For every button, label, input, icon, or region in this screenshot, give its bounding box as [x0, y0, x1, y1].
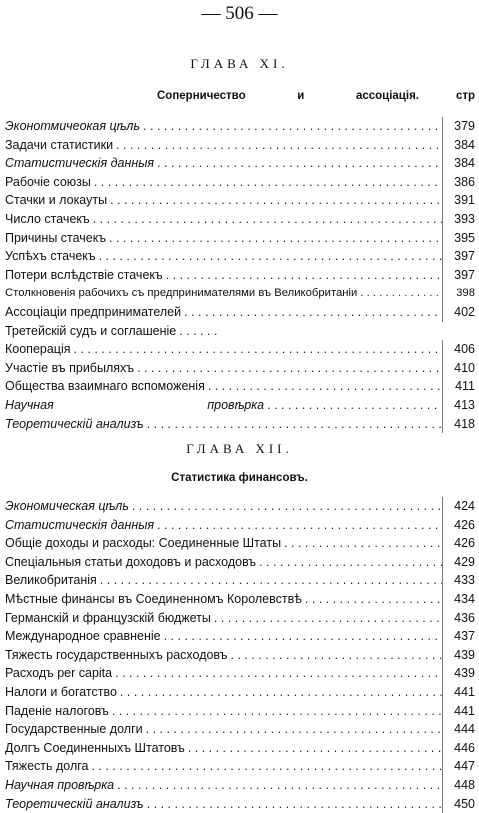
toc-entry: [5, 702, 475, 721]
toc-entry-page: 398: [442, 284, 475, 303]
toc-entry: [5, 322, 475, 341]
toc-entry: [5, 516, 475, 535]
toc-entry: [5, 229, 475, 248]
toc-entry: [5, 266, 475, 285]
toc-entry-title: Задачи статистики: [5, 136, 113, 155]
toc-entry-title: Долгъ Соединенныхъ Штатовъ: [5, 739, 185, 758]
dot-leader: [90, 210, 442, 229]
toc-entry-page: 436: [442, 609, 475, 628]
toc-entry: [5, 210, 475, 229]
toc-entry: [5, 757, 475, 776]
toc-entry-title: Число стачекъ: [5, 210, 90, 229]
toc-entry-page: 397: [442, 247, 475, 266]
toc-entry: [5, 191, 475, 210]
dot-leader: [106, 229, 442, 248]
toc-entry-title: Теоретическій анализъ: [5, 415, 144, 434]
toc-entry-page: 384: [442, 136, 475, 155]
dot-leader: [357, 284, 442, 303]
toc-entry-title: Международное сравненіе: [5, 627, 161, 646]
toc-entry-page: 391: [442, 191, 475, 210]
dot-leader: [227, 646, 442, 665]
toc-entry-title: Рабочіе союзы: [5, 173, 91, 192]
dot-leader: [176, 322, 218, 341]
toc-entry-page: 437: [442, 627, 475, 646]
toc-entry-page: 450: [442, 795, 475, 813]
dot-leader: [181, 303, 442, 322]
toc-entry: [5, 340, 475, 359]
toc-entry-page: 426: [442, 516, 475, 535]
section-title-part: и: [297, 90, 304, 102]
toc-entry: [5, 720, 475, 739]
toc-entry: [5, 247, 475, 266]
section-title-part: Статистика финансовъ.: [171, 472, 308, 484]
toc-entry-page: 418: [442, 415, 475, 434]
dot-leader: [144, 795, 442, 813]
dot-leader: [154, 154, 442, 173]
dot-leader: [91, 173, 442, 192]
page-number: — 506 —: [0, 3, 479, 25]
dot-leader: [134, 359, 442, 378]
toc-entry-title: Тяжесть долга: [5, 757, 88, 776]
dot-leader: [97, 571, 442, 590]
dot-leader: [107, 191, 442, 210]
toc-list: [5, 497, 475, 813]
toc-entry-title: Стачки и локауты: [5, 191, 107, 210]
dot-leader: [117, 683, 442, 702]
dot-leader: [205, 377, 442, 396]
toc-entry: [5, 795, 475, 813]
dot-leader: [185, 739, 442, 758]
dot-leader: [109, 702, 442, 721]
toc-entry-title: Третейскій судъ и соглашеніе: [5, 322, 176, 341]
toc-entry: [5, 154, 475, 173]
toc-entry-page: 439: [442, 664, 475, 683]
toc-entry-page: 424: [442, 497, 475, 516]
toc-entry-title: Общіе доходы и расходы: Соединенные Штаты: [5, 534, 281, 553]
dot-leader: [163, 266, 442, 285]
toc-entry-title: Государственные долги: [5, 720, 143, 739]
toc-entry: [5, 377, 475, 396]
toc-entry-title: Успѣхъ стачекъ: [5, 247, 96, 266]
toc-entry: [5, 590, 475, 609]
dot-leader: [113, 136, 442, 155]
dot-leader: [211, 609, 442, 628]
toc-entry: [5, 739, 475, 758]
toc-entry-title: Тяжесть государственныхъ расходовъ: [5, 646, 227, 665]
toc-entry-page: 379: [442, 117, 475, 136]
toc-entry: [5, 415, 475, 434]
dot-leader: [112, 664, 442, 683]
dot-leader: [88, 757, 442, 776]
toc-list: [5, 117, 475, 433]
toc-entry-page: 446: [442, 739, 475, 758]
toc-entry-title: Теоретическій анализъ: [5, 795, 144, 813]
toc-entry-title: Участіе въ прибыляхъ: [5, 359, 134, 378]
toc-entry-page: 402: [442, 303, 475, 322]
toc-entry-title: Статистическія данныя: [5, 154, 154, 173]
toc-entry-page: 441: [442, 702, 475, 721]
chapter-heading: ГЛАВА XII.: [0, 441, 479, 457]
toc-entry: [5, 284, 475, 303]
toc-entry: [5, 553, 475, 572]
toc-entry-page: 386: [442, 173, 475, 192]
toc-entry: [5, 609, 475, 628]
toc-entry-title: Общества взаимнаго вспоможенія: [5, 377, 205, 396]
dot-leader: [129, 497, 442, 516]
toc-entry-title: Эконотмичеокая цѣль: [5, 117, 140, 136]
toc-entry-title: Налоги и богатство: [5, 683, 117, 702]
toc-entry-page: 434: [442, 590, 475, 609]
toc-entry-page: 447: [442, 757, 475, 776]
toc-entry: [5, 117, 475, 136]
toc-entry: [5, 534, 475, 553]
toc-entry-page: 410: [442, 359, 475, 378]
toc-entry-title: Германскій и французскій бюджеты: [5, 609, 211, 628]
toc-entry-title: Статистическія данныя: [5, 516, 154, 535]
toc-entry-title: Кооперація: [5, 340, 71, 359]
dot-leader: [302, 590, 442, 609]
toc-entry-title: Спеціальныя статьи доходовъ и расходовъ: [5, 553, 256, 572]
dot-leader: [264, 396, 442, 415]
toc-entry: [5, 646, 475, 665]
toc-entry: [5, 776, 475, 795]
dot-leader: [144, 415, 442, 434]
toc-entry-title: Экономическая цѣль: [5, 497, 129, 516]
toc-entry-page: 393: [442, 210, 475, 229]
section-title: [157, 90, 419, 102]
toc-entry-title: Причины стачекъ: [5, 229, 106, 248]
toc-entry-page: 429: [442, 553, 475, 572]
dot-leader: [143, 720, 442, 739]
page-column-label: стр: [456, 90, 475, 102]
toc-entry-page: 413: [442, 396, 475, 415]
toc-entry: [5, 359, 475, 378]
dot-leader: [256, 553, 442, 572]
toc-entry-page: 411: [442, 377, 475, 396]
toc-entry: [5, 571, 475, 590]
toc-entry-title: Ассоціаціи предпринимателей: [5, 303, 181, 322]
toc-entry-title: Мѣстные финансы въ Соединенномъ Королевствѣ: [5, 590, 302, 609]
toc-entry-title: Великобританія: [5, 571, 97, 590]
toc-entry-title: Паденіе налоговъ: [5, 702, 109, 721]
toc-entry-page: 384: [442, 154, 475, 173]
toc-entry-page: 406: [442, 340, 475, 359]
toc-entry: [5, 303, 475, 322]
toc-entry-page: 441: [442, 683, 475, 702]
toc-entry-page: 433: [442, 571, 475, 590]
dot-leader: [281, 534, 442, 553]
chapter-heading: ГЛАВА XI.: [0, 56, 479, 72]
toc-entry-page: 426: [442, 534, 475, 553]
toc-entry: [5, 173, 475, 192]
toc-entry: [5, 683, 475, 702]
toc-entry: [5, 396, 475, 415]
dot-leader: [140, 117, 442, 136]
dot-leader: [161, 627, 442, 646]
section-title-part: Соперничество: [157, 90, 246, 102]
toc-entry-title: Столкновенія рабочихъ съ предпринимателями въ Великобританіи: [5, 284, 357, 303]
section-title-part: ассоціація.: [356, 90, 419, 102]
toc-entry-page: 444: [442, 720, 475, 739]
dot-leader: [154, 516, 442, 535]
dot-leader: [114, 776, 442, 795]
toc-entry-title: Научная провѣрка: [5, 396, 264, 415]
dot-leader: [71, 340, 442, 359]
section-title: [0, 472, 479, 484]
toc-entry: [5, 627, 475, 646]
toc-entry-page: 395: [442, 229, 475, 248]
toc-entry: [5, 664, 475, 683]
toc-entry-page: 448: [442, 776, 475, 795]
toc-entry: [5, 136, 475, 155]
toc-entry-page: 397: [442, 266, 475, 285]
toc-entry-title: Расходъ per capita: [5, 664, 112, 683]
toc-entry-title: Научная провѣрка: [5, 776, 114, 795]
dot-leader: [96, 247, 442, 266]
toc-entry: [5, 497, 475, 516]
toc-entry-page: 439: [442, 646, 475, 665]
toc-entry-title: Потери вслѣдствіе стачекъ: [5, 266, 163, 285]
